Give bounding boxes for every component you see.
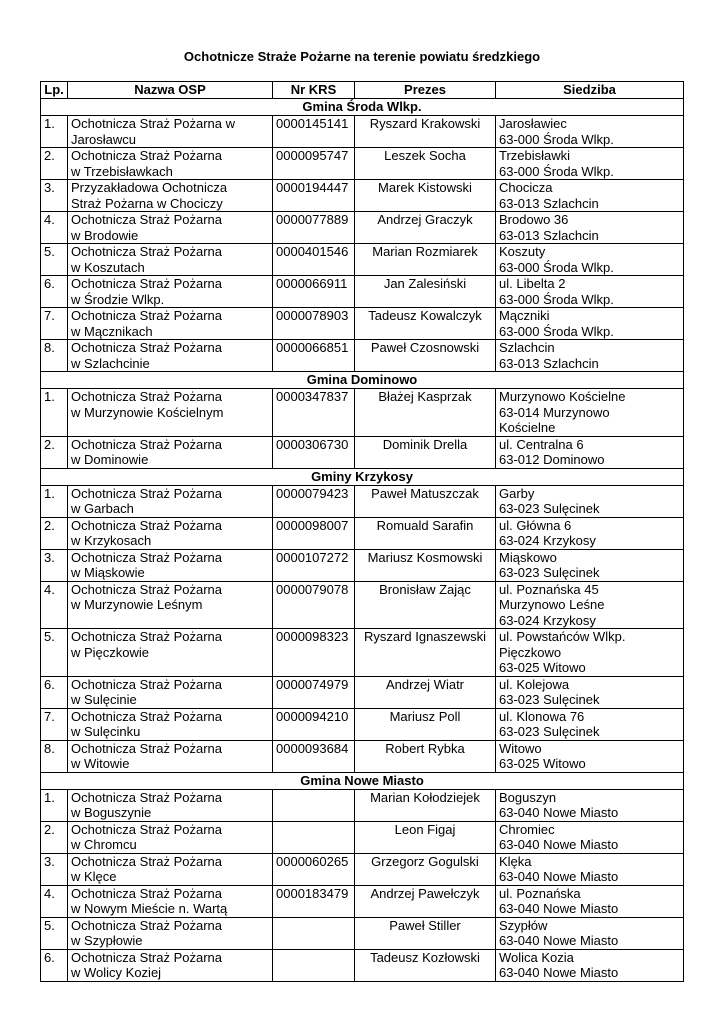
siedziba-line: Chocicza [499, 180, 553, 195]
cell-nazwa [68, 148, 273, 180]
cell-siedziba [496, 276, 684, 308]
table-row [41, 212, 684, 244]
cell-siedziba [496, 949, 684, 981]
table-row [41, 629, 684, 677]
cell-lp: 3. [41, 549, 68, 581]
cell-krs: 0000347837 [273, 389, 355, 437]
cell-krs: 0000094210 [273, 708, 355, 740]
nazwa-line: w Witowie [71, 756, 130, 771]
siedziba-line: Szypłów [499, 917, 548, 933]
cell-siedziba [496, 676, 684, 708]
siedziba-line: Garby [499, 485, 535, 501]
cell-lp: 3. [41, 180, 68, 212]
nazwa-line: w Klęce [71, 869, 117, 884]
cell-prezes: Marek Kistowski [355, 180, 496, 212]
cell-krs: 0000093684 [273, 740, 355, 772]
section-header-row [41, 772, 684, 789]
section-title: Gmina Dominowo [41, 372, 684, 389]
header-prezes: Prezes [355, 82, 496, 99]
siedziba-line: Jarosławiec [499, 116, 567, 131]
siedziba-line: Pięczkowo [499, 644, 562, 660]
cell-krs: 0000079078 [273, 581, 355, 629]
cell-siedziba [496, 485, 684, 517]
nazwa-line: w Wolicy Koziej [71, 965, 162, 980]
cell-lp: 1. [41, 116, 68, 148]
siedziba-line: ul. Klonowa 76 [499, 708, 585, 724]
table-row [41, 885, 684, 917]
nazwa-line: w Trzebisławkach [71, 163, 173, 179]
siedziba-line: 63-014 Murzynowo [499, 404, 610, 420]
cell-lp: 8. [41, 740, 68, 772]
page-title: Ochotnicze Straże Pożarne na terenie powiatu średzkiego [183, 49, 541, 64]
siedziba-line: ul. Centralna 6 [499, 436, 584, 452]
cell-nazwa [68, 308, 273, 340]
cell-prezes: Dominik Drella [355, 436, 496, 468]
nazwa-line: w Mącznikach [71, 323, 153, 339]
siedziba-line: ul. Główna 6 [499, 517, 572, 533]
header-lp: Lp. [41, 82, 68, 99]
cell-prezes: Paweł Matuszczak [355, 485, 496, 517]
cell-siedziba [496, 436, 684, 468]
siedziba-line: ul. Powstańców Wlkp. [499, 629, 626, 644]
cell-prezes: Paweł Stiller [355, 917, 496, 949]
nazwa-line: w Środzie Wlkp. [71, 291, 165, 307]
cell-lp: 8. [41, 340, 68, 372]
cell-nazwa [68, 917, 273, 949]
cell-siedziba [496, 244, 684, 276]
cell-lp: 2. [41, 148, 68, 180]
nazwa-line: Ochotnicza Straż Pożarna w [71, 116, 236, 131]
siedziba-line: 63-024 Krzykosy [499, 533, 596, 548]
cell-nazwa [68, 740, 273, 772]
nazwa-line: Ochotnicza Straż Pożarna [71, 308, 223, 323]
cell-krs: 0000078903 [273, 308, 355, 340]
siedziba-line: Wolica Kozia [499, 949, 574, 965]
siedziba-line: Kościelne [499, 420, 556, 435]
cell-nazwa [68, 708, 273, 740]
siedziba-line: 63-023 Sulęcinek [499, 565, 600, 580]
cell-siedziba [496, 340, 684, 372]
table-row [41, 676, 684, 708]
header-siedziba: Siedziba [496, 82, 684, 99]
siedziba-line: Miąskowo [499, 549, 557, 565]
nazwa-line: w Dominowie [71, 452, 149, 467]
table-row [41, 517, 684, 549]
cell-krs [273, 917, 355, 949]
siedziba-line: 63-000 Środa Wlkp. [499, 131, 614, 147]
nazwa-line: Ochotnicza Straż Pożarna [71, 276, 223, 291]
nazwa-line: Ochotnicza Straż Pożarna [71, 917, 223, 933]
cell-nazwa [68, 885, 273, 917]
nazwa-line: Ochotnicza Straż Pożarna [71, 148, 223, 163]
nazwa-line: w Garbach [71, 501, 134, 516]
nazwa-line: Ochotnicza Straż Pożarna [71, 821, 223, 837]
cell-krs [273, 949, 355, 981]
nazwa-line: w Pięczkowie [71, 644, 150, 660]
cell-krs: 0000077889 [273, 212, 355, 244]
cell-prezes: Leszek Socha [355, 148, 496, 180]
nazwa-line: Ochotnicza Straż Pożarna [71, 436, 223, 452]
cell-krs: 0000183479 [273, 885, 355, 917]
cell-prezes: Robert Rybka [355, 740, 496, 772]
cell-lp: 1. [41, 389, 68, 437]
table-row [41, 389, 684, 437]
nazwa-line: Jarosławcu [71, 131, 137, 147]
cell-krs: 0000060265 [273, 853, 355, 885]
siedziba-line: Brodowo 36 [499, 212, 569, 227]
nazwa-line: Ochotnicza Straż Pożarna [71, 708, 223, 724]
nazwa-line: Ochotnicza Straż Pożarna [71, 389, 223, 404]
cell-nazwa [68, 581, 273, 629]
cell-lp: 2. [41, 436, 68, 468]
siedziba-line: Boguszyn [499, 789, 557, 805]
cell-lp: 4. [41, 885, 68, 917]
nazwa-line: Ochotnicza Straż Pożarna [71, 885, 223, 901]
siedziba-line: 63-000 Środa Wlkp. [499, 323, 614, 339]
siedziba-line: 63-013 Szlachcin [499, 195, 599, 211]
nazwa-line: w Miąskowie [71, 565, 145, 580]
cell-prezes: Jan Zalesiński [355, 276, 496, 308]
cell-krs: 0000079423 [273, 485, 355, 517]
cell-lp: 5. [41, 917, 68, 949]
cell-prezes: Ryszard Krakowski [355, 116, 496, 148]
cell-nazwa [68, 212, 273, 244]
table-row [41, 821, 684, 853]
cell-siedziba [496, 917, 684, 949]
nazwa-line: Ochotnicza Straż Pożarna [71, 485, 223, 501]
cell-nazwa [68, 629, 273, 677]
siedziba-line: 63-040 Nowe Miasto [499, 933, 619, 948]
cell-krs [273, 789, 355, 821]
nazwa-line: Ochotnicza Straż Pożarna [71, 244, 223, 259]
cell-lp: 4. [41, 581, 68, 629]
cell-nazwa [68, 340, 273, 372]
siedziba-line: Szlachcin [499, 340, 555, 355]
table-row [41, 789, 684, 821]
cell-siedziba [496, 821, 684, 853]
header-row [41, 82, 684, 99]
cell-nazwa [68, 180, 273, 212]
table-row [41, 581, 684, 629]
cell-lp: 7. [41, 308, 68, 340]
siedziba-line: ul. Poznańska 45 [499, 581, 599, 597]
section-header-row [41, 468, 684, 485]
table-row [41, 708, 684, 740]
cell-prezes: Tadeusz Kozłowski [355, 949, 496, 981]
cell-siedziba [496, 549, 684, 581]
cell-nazwa [68, 549, 273, 581]
cell-prezes: Mariusz Kosmowski [355, 549, 496, 581]
table-row [41, 740, 684, 772]
cell-lp: 1. [41, 485, 68, 517]
cell-lp: 6. [41, 276, 68, 308]
nazwa-line: Ochotnicza Straż Pożarna [71, 949, 223, 965]
siedziba-line: 63-023 Sulęcinek [499, 724, 600, 739]
nazwa-line: w Murzynowie Leśnym [71, 597, 203, 612]
section-title: Gmina Środa Wlkp. [41, 99, 684, 116]
table-row [41, 485, 684, 517]
cell-krs: 0000098323 [273, 629, 355, 677]
header-krs: Nr KRS [273, 82, 355, 99]
cell-lp: 5. [41, 629, 68, 677]
nazwa-line: Ochotnicza Straż Pożarna [71, 581, 223, 597]
siedziba-line: Chromiec [499, 821, 555, 837]
table-row [41, 853, 684, 885]
nazwa-line: Ochotnicza Straż Pożarna [71, 340, 223, 355]
nazwa-line: w Koszutach [71, 259, 145, 275]
table-row [41, 949, 684, 981]
header-nazwa: Nazwa OSP [68, 82, 273, 99]
cell-lp: 2. [41, 821, 68, 853]
cell-siedziba [496, 389, 684, 437]
cell-nazwa [68, 244, 273, 276]
nazwa-line: Ochotnicza Straż Pożarna [71, 740, 223, 756]
siedziba-line: Klęka [499, 853, 532, 869]
siedziba-line: 63-040 Nowe Miasto [499, 869, 619, 884]
siedziba-line: Trzebisławki [499, 148, 571, 163]
table-row [41, 917, 684, 949]
cell-siedziba [496, 517, 684, 549]
section-header-row [41, 372, 684, 389]
cell-krs: 0000066911 [273, 276, 355, 308]
siedziba-line: Koszuty [499, 244, 546, 259]
cell-nazwa [68, 676, 273, 708]
cell-siedziba [496, 116, 684, 148]
nazwa-line: w Brodowie [71, 227, 139, 243]
cell-siedziba [496, 180, 684, 212]
cell-nazwa [68, 789, 273, 821]
cell-krs: 0000401546 [273, 244, 355, 276]
siedziba-line: 63-012 Dominowo [499, 452, 605, 467]
cell-lp: 5. [41, 244, 68, 276]
section-title: Gmina Nowe Miasto [41, 772, 684, 789]
cell-nazwa [68, 949, 273, 981]
cell-prezes: Leon Figaj [355, 821, 496, 853]
cell-krs: 0000145141 [273, 116, 355, 148]
nazwa-line: Ochotnicza Straż Pożarna [71, 676, 223, 692]
cell-lp: 2. [41, 517, 68, 549]
cell-prezes: Marian Kołodziejek [355, 789, 496, 821]
nazwa-line: w Murzynowie Kościelnym [71, 404, 224, 420]
nazwa-line: Ochotnicza Straż Pożarna [71, 629, 223, 644]
nazwa-line: Ochotnicza Straż Pożarna [71, 853, 223, 869]
cell-siedziba [496, 740, 684, 772]
nazwa-line: w Nowym Mieście n. Wartą [71, 901, 228, 916]
cell-lp: 3. [41, 853, 68, 885]
nazwa-line: Ochotnicza Straż Pożarna [71, 212, 223, 227]
nazwa-line: w Sulęcinie [71, 692, 137, 707]
siedziba-line: 63-024 Krzykosy [499, 612, 596, 628]
cell-nazwa [68, 853, 273, 885]
nazwa-line: Ochotnicza Straż Pożarna [71, 517, 223, 533]
section-header-row [41, 99, 684, 116]
cell-prezes: Andrzej Graczyk [355, 212, 496, 244]
table-row [41, 276, 684, 308]
cell-prezes: Paweł Czosnowski [355, 340, 496, 372]
cell-prezes: Mariusz Poll [355, 708, 496, 740]
nazwa-line: Przyzakładowa Ochotnicza [71, 180, 228, 195]
cell-lp: 1. [41, 789, 68, 821]
cell-krs: 0000107272 [273, 549, 355, 581]
section-title: Gminy Krzykosy [41, 468, 684, 485]
table-row [41, 148, 684, 180]
cell-nazwa [68, 485, 273, 517]
cell-krs: 0000095747 [273, 148, 355, 180]
cell-prezes: Andrzej Wiatr [355, 676, 496, 708]
siedziba-line: 63-040 Nowe Miasto [499, 805, 619, 820]
table-row [41, 436, 684, 468]
siedziba-line: 63-023 Sulęcinek [499, 501, 600, 516]
nazwa-line: w Sulęcinku [71, 724, 141, 739]
siedziba-line: 63-023 Sulęcinek [499, 692, 600, 707]
cell-krs: 0000074979 [273, 676, 355, 708]
siedziba-line: 63-013 Szlachcin [499, 227, 599, 243]
cell-lp: 6. [41, 949, 68, 981]
osp-table [40, 81, 684, 982]
cell-lp: 4. [41, 212, 68, 244]
cell-siedziba [496, 629, 684, 677]
cell-krs: 0000066851 [273, 340, 355, 372]
cell-prezes: Grzegorz Gogulski [355, 853, 496, 885]
cell-nazwa [68, 821, 273, 853]
cell-siedziba [496, 853, 684, 885]
siedziba-line: ul. Libelta 2 [499, 276, 566, 291]
cell-siedziba [496, 212, 684, 244]
cell-lp: 7. [41, 708, 68, 740]
nazwa-line: Ochotnicza Straż Pożarna [71, 549, 223, 565]
table-row [41, 116, 684, 148]
table-row [41, 549, 684, 581]
siedziba-line: ul. Poznańska [499, 885, 581, 901]
cell-siedziba [496, 308, 684, 340]
siedziba-line: 63-000 Środa Wlkp. [499, 259, 614, 275]
cell-prezes: Tadeusz Kowalczyk [355, 308, 496, 340]
cell-prezes: Błażej Kasprzak [355, 389, 496, 437]
table-row [41, 308, 684, 340]
nazwa-line: w Krzykosach [71, 533, 152, 548]
siedziba-line: ul. Kolejowa [499, 676, 570, 692]
cell-nazwa [68, 436, 273, 468]
siedziba-line: Murzynowo Leśne [499, 597, 605, 612]
siedziba-line: Murzynowo Kościelne [499, 389, 626, 404]
cell-prezes: Andrzej Pawełczyk [355, 885, 496, 917]
cell-prezes: Ryszard Ignaszewski [355, 629, 496, 677]
siedziba-line: 63-040 Nowe Miasto [499, 965, 619, 980]
cell-krs [273, 821, 355, 853]
cell-siedziba [496, 789, 684, 821]
nazwa-line: w Szypłowie [71, 933, 143, 948]
cell-krs: 0000194447 [273, 180, 355, 212]
cell-siedziba [496, 148, 684, 180]
table-row [41, 244, 684, 276]
cell-siedziba [496, 885, 684, 917]
cell-nazwa [68, 116, 273, 148]
siedziba-line: 63-040 Nowe Miasto [499, 901, 619, 916]
table-row [41, 340, 684, 372]
siedziba-line: Mączniki [499, 308, 550, 323]
siedziba-line: 63-013 Szlachcin [499, 355, 599, 371]
cell-prezes: Marian Rozmiarek [355, 244, 496, 276]
cell-prezes: Bronisław Zając [355, 581, 496, 629]
siedziba-line: 63-040 Nowe Miasto [499, 837, 619, 852]
cell-siedziba [496, 581, 684, 629]
cell-nazwa [68, 517, 273, 549]
siedziba-line: 63-000 Środa Wlkp. [499, 291, 614, 307]
nazwa-line: w Boguszynie [71, 805, 152, 820]
table-row [41, 180, 684, 212]
cell-krs: 0000306730 [273, 436, 355, 468]
siedziba-line: 63-000 Środa Wlkp. [499, 163, 614, 179]
nazwa-line: w Chromcu [71, 837, 137, 852]
nazwa-line: Ochotnicza Straż Pożarna [71, 789, 223, 805]
nazwa-line: w Szlachcinie [71, 355, 150, 371]
cell-nazwa [68, 276, 273, 308]
cell-prezes: Romuald Sarafin [355, 517, 496, 549]
siedziba-line: Witowo [499, 740, 542, 756]
cell-siedziba [496, 708, 684, 740]
siedziba-line: 63-025 Witowo [499, 756, 586, 771]
siedziba-line: 63-025 Witowo [499, 660, 586, 675]
cell-lp: 6. [41, 676, 68, 708]
cell-nazwa [68, 389, 273, 437]
cell-krs: 0000098007 [273, 517, 355, 549]
nazwa-line: Straż Pożarna w Chociczy [71, 195, 223, 211]
